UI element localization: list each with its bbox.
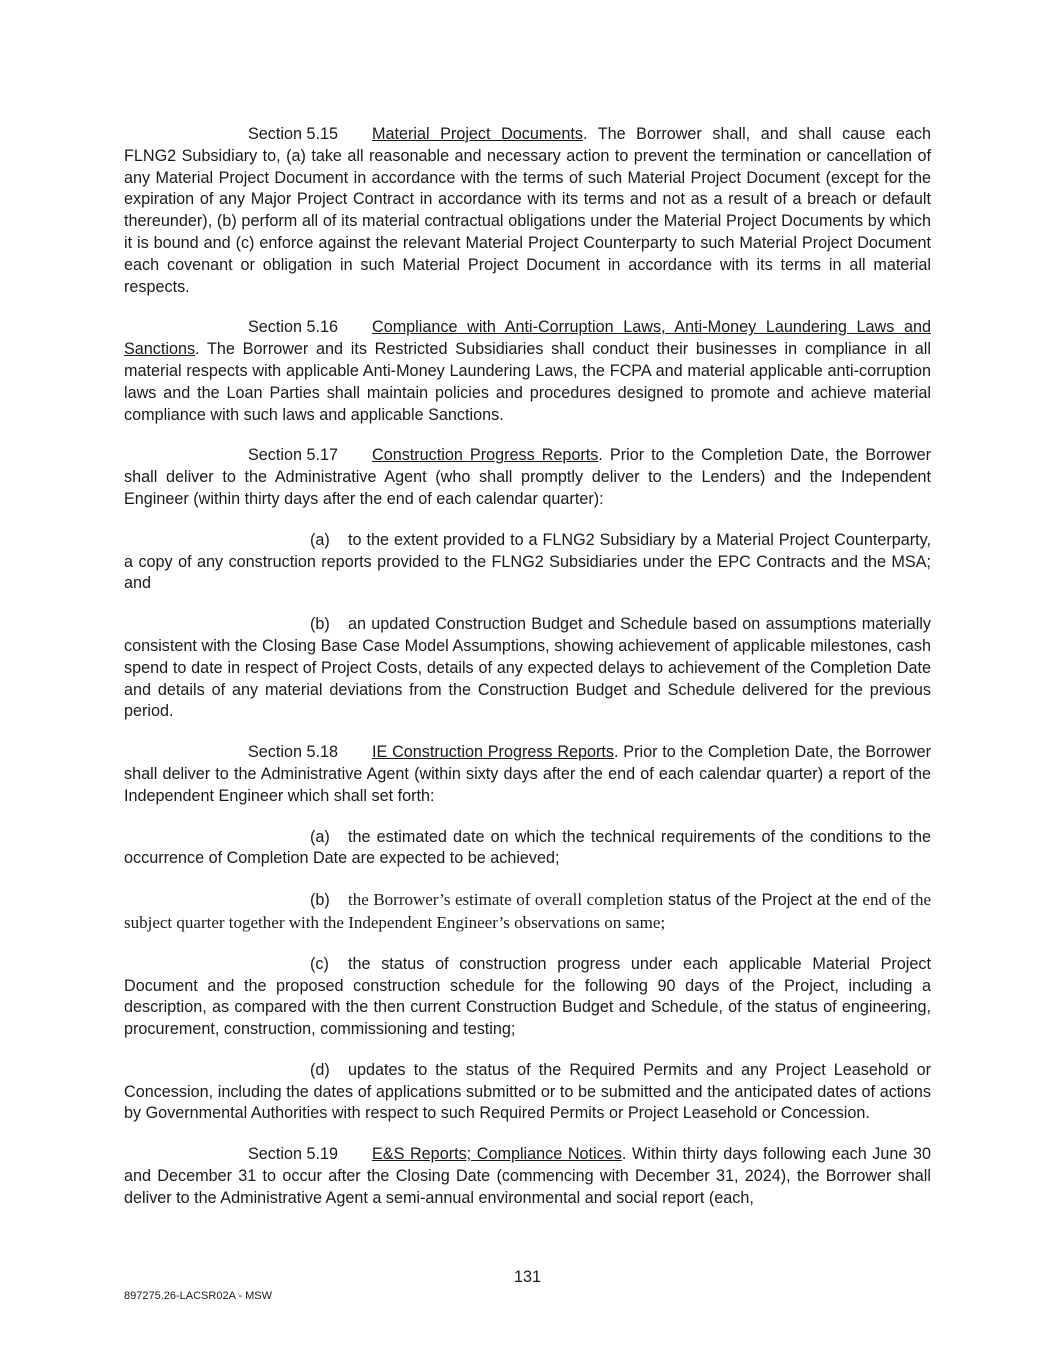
clause-text: status of the Project at the <box>663 891 863 910</box>
clause-label: (d) <box>310 1060 330 1079</box>
section-heading: IE Construction Progress Reports <box>372 743 615 762</box>
section-heading: Construction Progress Reports <box>372 446 599 465</box>
clause-5-18-a <box>124 827 931 871</box>
section-5-15 <box>124 124 931 298</box>
clause-text: the status of construction progress under each applicable Material Project Document and the proposed construction schedule for the following 90 days of the Project, including a description, as compared with the then current Construction Budget and Schedule, of the status of engineering, procurement, construction, commissioning and testing; <box>124 954 931 1039</box>
page-number: 131 <box>513 1268 541 1286</box>
clause-label: (c) <box>310 954 329 973</box>
section-number: Section 5.15 <box>248 125 338 143</box>
clause-text: an updated Construction Budget and Schedule based on assumptions materially consistent with the Closing Base Case Model Assumptions, showing achievement of applicable milestones, cash spend to date in respect of Project Costs, details of any expected delays to achievement of the Completion Date and details of any material deviations from the Construction Budget and Schedule delivered for the previous period. <box>124 615 931 721</box>
section-text: . Prior to the Completion Date, the Borrower shall deliver to the Administrative Agent (who shall promptly deliver to the Lenders) and the Independent Engineer (within thirty days after the end of each calendar quarter): <box>124 446 931 508</box>
clause-label: (b) <box>310 891 330 910</box>
section-text: . The Borrower and its Restricted Subsidiaries shall conduct their businesses in compliance in all material respects with applicable Anti-Money Laundering Laws, the FCPA and material applicable anti-corruption laws and the Loan Parties shall maintain policies and procedures designed to promote and achieve material compliance with such laws and applicable Sanctions. <box>124 340 931 424</box>
section-5-16 <box>124 317 931 426</box>
clause-5-18-d <box>124 1060 931 1125</box>
clause-label: (a) <box>310 827 330 846</box>
section-heading: Compliance with Anti-Corruption Laws, Anti-Money Laundering Laws and Sanctions <box>124 318 931 359</box>
clause-5-18-c <box>124 954 931 1041</box>
section-number: Section 5.17 <box>248 446 338 465</box>
clause-text: the estimated date on which the technical requirements of the conditions to the occurrence of Completion Date are expected to be achieved; <box>124 827 931 868</box>
section-5-19 <box>124 1144 931 1209</box>
section-number: Section 5.18 <box>248 743 338 762</box>
clause-text-serif: end of the subject quarter together with the Independent Engineer’s observations on same; <box>124 890 931 932</box>
section-heading: E&S Reports; Compliance Notices <box>372 1145 622 1164</box>
document-body <box>124 124 931 1229</box>
section-number: Section 5.16 <box>248 318 338 337</box>
section-text: . The Borrower shall, and shall cause each FLNG2 Subsidiary to, (a) take all reasonable and necessary action to prevent the termination or cancellation of any Material Project Document in accordance with the terms of such Material Project Document (except for the expiration of any Major Project Contract in accordance with its terms and not as a result of a breach or default thereunder), (b) perform all of its material contractual obligations under the Material Project Documents by which it is bound and (c) enforce against the relevant Material Project Counterparty to such Material Project Document each covenant or obligation in such Material Project Document in accordance with its terms in all material respects. <box>124 125 931 296</box>
clause-text: to the extent provided to a FLNG2 Subsidiary by a Material Project Counterparty, a copy of any construction reports provided to the FLNG2 Subsidiaries under the EPC Contracts and the MSA; and <box>124 530 931 593</box>
clause-5-17-b <box>124 614 931 723</box>
section-text: . Prior to the Completion Date, the Borrower shall deliver to the Administrative Agent (within sixty days after the end of each calendar quarter) a report of the Independent Engineer which shall set forth: <box>124 743 931 805</box>
clause-text: updates to the status of the Required Permits and any Project Leasehold or Concession, including the dates of applications submitted or to be submitted and the anticipated dates of actions by Governmental Authorities with respect to such Required Permits or Project Leasehold or Concession. <box>124 1060 931 1123</box>
section-heading: Material Project Documents <box>372 125 583 143</box>
clause-5-18-b <box>124 889 931 935</box>
clause-5-17-a <box>124 530 931 595</box>
section-number: Section 5.19 <box>248 1145 338 1164</box>
clause-label: (b) <box>310 615 330 634</box>
section-5-17 <box>124 445 931 510</box>
clause-text-serif: the Borrower’s estimate of overall completion <box>348 890 664 910</box>
document-code: 897275.26-LACSR02A - MSW <box>124 1290 272 1302</box>
section-text: . Within thirty days following each June 30 and December 31 to occur after the Closing Date (commencing with December 31, 2024), the Borrower shall deliver to the Administrative Agent a semi-annual environmental and social report (each, <box>124 1145 932 1207</box>
section-5-18 <box>124 742 931 807</box>
clause-label: (a) <box>310 530 330 549</box>
